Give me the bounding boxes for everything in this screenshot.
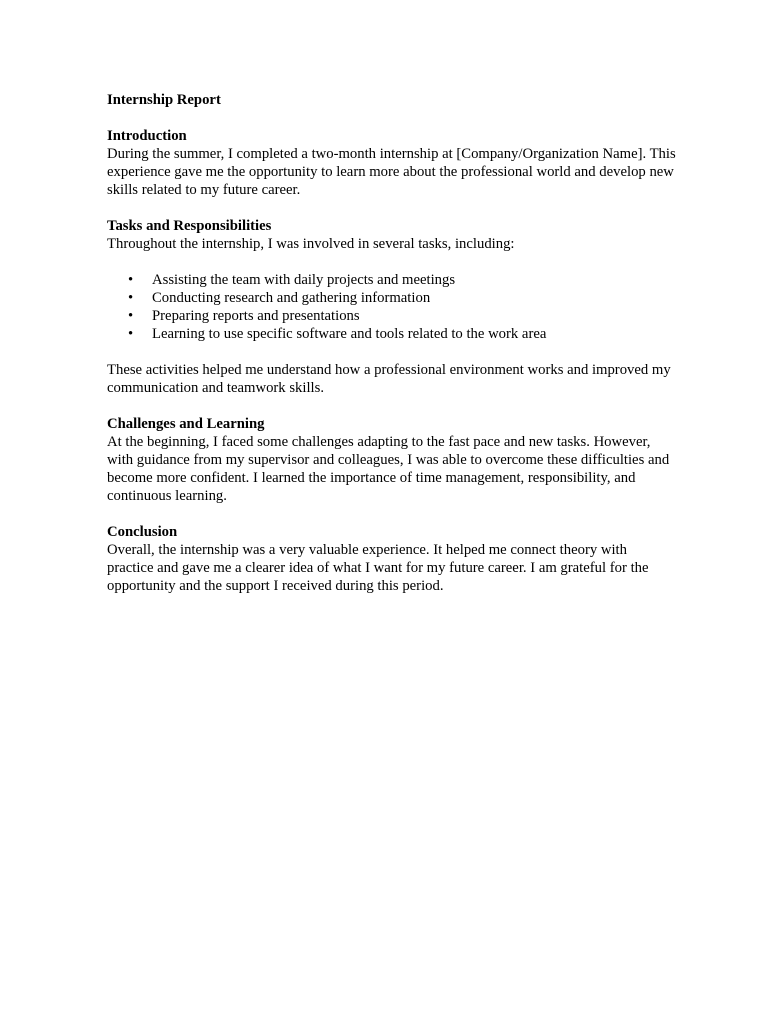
list-item-text: Assisting the team with daily projects and meetings bbox=[152, 272, 456, 288]
list-item bbox=[107, 271, 677, 289]
bullet-icon: • bbox=[128, 272, 134, 288]
list-item bbox=[107, 307, 677, 325]
tasks-heading: Tasks and Responsibilities bbox=[107, 218, 272, 234]
introduction-heading: Introduction bbox=[107, 128, 187, 144]
bullet-icon: • bbox=[128, 290, 134, 306]
list-item-text: Conducting research and gathering information bbox=[152, 290, 431, 306]
list-item bbox=[107, 289, 677, 307]
challenges-section bbox=[107, 415, 677, 505]
conclusion-heading: Conclusion bbox=[107, 524, 178, 540]
introduction-section bbox=[107, 127, 677, 199]
tasks-summary-paragraph: These activities helped me understand how a professional environment works and improved my communication and teamwork skills. bbox=[107, 362, 671, 396]
bullet-icon: • bbox=[128, 326, 134, 342]
tasks-bullet-list bbox=[107, 271, 677, 343]
document-title: Internship Report bbox=[107, 92, 221, 108]
tasks-intro-paragraph: Throughout the internship, I was involved in several tasks, including: bbox=[107, 236, 515, 252]
conclusion-paragraph: Overall, the internship was a very valuable experience. It helped me connect theory with practice and gave me a clearer idea of what I want for my future career. I am grateful for the opportunity and the support I received during this period. bbox=[107, 542, 649, 594]
bullet-icon: • bbox=[128, 308, 134, 324]
list-item-text: Preparing reports and presentations bbox=[152, 308, 360, 324]
list-item-text: Learning to use specific software and tools related to the work area bbox=[152, 326, 547, 342]
conclusion-section bbox=[107, 523, 677, 595]
challenges-heading: Challenges and Learning bbox=[107, 416, 265, 432]
document-page bbox=[107, 91, 677, 613]
introduction-paragraph: During the summer, I completed a two-month internship at [Company/Organization Name]. This experience gave me the opportunity to learn more about the professional world and develop new skills related to my future career. bbox=[107, 146, 676, 198]
challenges-paragraph: At the beginning, I faced some challenges adapting to the fast pace and new tasks. However, with guidance from my supervisor and colleagues, I was able to overcome these difficulties and become more confident. I learned the importance of time management, responsibility, and continuous learning. bbox=[107, 434, 670, 504]
tasks-section bbox=[107, 217, 677, 397]
list-item bbox=[107, 325, 677, 343]
